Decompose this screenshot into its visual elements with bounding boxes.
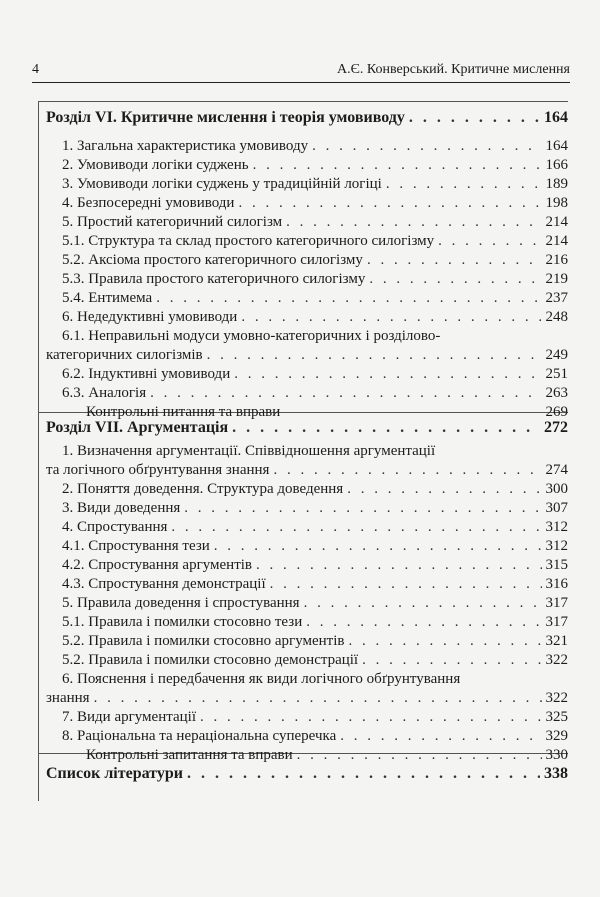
toc-page-number: 321 bbox=[545, 633, 568, 649]
toc-page-number: 219 bbox=[545, 271, 568, 287]
toc-entry-label: 8. Раціональна та нераціональна суперечка bbox=[62, 728, 337, 744]
toc-entry-label: 3. Види доведення bbox=[62, 500, 181, 516]
leader-dots bbox=[207, 346, 542, 364]
toc-section-7[interactable] bbox=[46, 418, 568, 438]
toc-page-number: 269 bbox=[545, 404, 568, 420]
toc-entry[interactable] bbox=[62, 213, 568, 231]
leader-dots bbox=[234, 365, 541, 383]
page-header bbox=[32, 60, 570, 80]
toc-entry[interactable] bbox=[62, 194, 568, 212]
toc-entry-label: 4. Спростування bbox=[62, 519, 168, 535]
toc-entry[interactable] bbox=[62, 594, 568, 612]
leader-dots bbox=[270, 575, 542, 593]
toc-entry-label: 4.3. Спростування демонстрації bbox=[62, 576, 266, 592]
toc-entry-label: 5. Правила доведення і спростування bbox=[62, 595, 300, 611]
toc-page-number: 312 bbox=[545, 519, 568, 535]
leader-dots bbox=[409, 108, 540, 128]
leader-dots bbox=[347, 480, 541, 498]
toc-entry-label: Контрольні питання та вправи bbox=[86, 404, 281, 420]
leader-dots bbox=[369, 270, 541, 288]
toc-bibliography[interactable] bbox=[46, 764, 568, 784]
leader-dots bbox=[348, 632, 541, 650]
toc-page-number: 216 bbox=[545, 252, 568, 268]
toc-entry[interactable] bbox=[62, 575, 568, 593]
leader-dots bbox=[312, 137, 541, 155]
toc-section-title: Розділ VII. Аргументація bbox=[46, 419, 229, 436]
leader-dots bbox=[238, 194, 541, 212]
toc-page-number: 317 bbox=[545, 614, 568, 630]
toc-entry-label: знання bbox=[46, 690, 90, 706]
toc-page-number: 329 bbox=[545, 728, 568, 744]
toc-entry[interactable] bbox=[62, 518, 568, 536]
leader-dots bbox=[150, 384, 541, 402]
toc-page-number: 214 bbox=[545, 214, 568, 230]
toc-entry[interactable] bbox=[62, 232, 568, 250]
toc-entry-label: 5.3. Правила простого категоричного силогізму bbox=[62, 271, 366, 287]
toc-page-number: 338 bbox=[544, 765, 568, 782]
toc-page-number: 325 bbox=[545, 709, 568, 725]
toc-entry-label: Контрольні запитання та вправи bbox=[86, 747, 293, 763]
toc-entry-label: 4.2. Спростування аргументів bbox=[62, 557, 253, 573]
toc-entry-label: 4. Безпосередні умовиводи bbox=[62, 195, 235, 211]
toc-entry[interactable] bbox=[62, 270, 568, 288]
toc-entry-label: 6.3. Аналогія bbox=[62, 385, 147, 401]
toc-entry-label: 2. Поняття доведення. Структура доведення bbox=[62, 481, 344, 497]
toc-entry-line[interactable]: 6.1. Неправильні модуси умовно-категоричних і розділово- bbox=[62, 328, 441, 344]
toc-entry[interactable] bbox=[46, 461, 568, 479]
toc-entry-label: категоричних силогізмів bbox=[46, 347, 203, 363]
toc-entry[interactable] bbox=[62, 499, 568, 517]
leader-dots bbox=[340, 727, 541, 745]
toc-page-number: 166 bbox=[545, 157, 568, 173]
toc-entry-label: 1. Загальна характеристика умовиводу bbox=[62, 138, 309, 154]
toc-entry[interactable] bbox=[62, 365, 568, 383]
toc-page-number: 322 bbox=[545, 652, 568, 668]
toc-entry-label: 3. Умовиводи логіки суджень у традиційній логіці bbox=[62, 176, 382, 192]
leader-dots bbox=[367, 251, 542, 269]
toc-page-number: 274 bbox=[545, 462, 568, 478]
toc-page-number: 248 bbox=[545, 309, 568, 325]
leader-dots bbox=[241, 308, 541, 326]
toc-page-number: 312 bbox=[545, 538, 568, 554]
toc-entry[interactable] bbox=[62, 384, 568, 402]
leader-dots bbox=[214, 537, 542, 555]
toc-entry-line[interactable]: 6. Пояснення і передбачення як види логічного обґрунтування bbox=[62, 671, 461, 687]
toc-entry-line[interactable]: 1. Визначення аргументації. Співвідношення аргументації bbox=[62, 443, 436, 459]
running-title: А.Є. Конверський. Критичне мислення bbox=[337, 62, 570, 77]
toc-entry[interactable] bbox=[62, 537, 568, 555]
leader-dots bbox=[187, 764, 540, 784]
toc-entry-label: 5. Простий категоричний силогізм bbox=[62, 214, 283, 230]
toc-box-left-rule bbox=[38, 101, 39, 801]
toc-entry[interactable] bbox=[62, 632, 568, 650]
toc-page-number: 189 bbox=[545, 176, 568, 192]
leader-dots bbox=[94, 689, 542, 707]
toc-entry-label: 6.2. Індуктивні умовиводи bbox=[62, 366, 231, 382]
leader-dots bbox=[306, 613, 541, 631]
page-number: 4 bbox=[32, 62, 39, 77]
leader-dots bbox=[438, 232, 541, 250]
toc-section-title: Розділ VI. Критичне мислення і теорія умовиводу bbox=[46, 109, 405, 126]
leader-dots bbox=[171, 518, 541, 536]
toc-entry[interactable] bbox=[62, 251, 568, 269]
toc-entry-label: та логічного обґрунтування знання bbox=[46, 462, 270, 478]
leader-dots bbox=[156, 289, 541, 307]
toc-entry-label: 7. Види аргументації bbox=[62, 709, 196, 725]
toc-entry-label: 5.2. Аксіома простого категоричного силогізму bbox=[62, 252, 363, 268]
toc-page-number: 214 bbox=[545, 233, 568, 249]
toc-entry[interactable] bbox=[62, 727, 568, 745]
leader-dots bbox=[286, 213, 541, 231]
toc-entry[interactable] bbox=[62, 289, 568, 307]
toc-entry-label: 5.1. Структура та склад простого категоричного силогізму bbox=[62, 233, 435, 249]
leader-dots bbox=[253, 156, 542, 174]
toc-entry[interactable] bbox=[62, 556, 568, 574]
toc-page-number: 315 bbox=[545, 557, 568, 573]
toc-page-number: 300 bbox=[545, 481, 568, 497]
leader-dots bbox=[256, 556, 541, 574]
leader-dots bbox=[304, 594, 542, 612]
toc-page-number: 263 bbox=[545, 385, 568, 401]
toc-box-top-rule bbox=[38, 101, 568, 102]
toc-page-number: 164 bbox=[545, 138, 568, 154]
toc-page-number: 307 bbox=[545, 500, 568, 516]
toc-entry-label: 5.1. Правила і помилки стосовно тези bbox=[62, 614, 303, 630]
header-rule bbox=[32, 82, 570, 83]
toc-entry[interactable] bbox=[46, 346, 568, 364]
toc-section-title: Список літератури bbox=[46, 765, 183, 782]
leader-dots bbox=[386, 175, 542, 193]
leader-dots bbox=[297, 746, 542, 764]
toc-entry[interactable] bbox=[62, 651, 568, 669]
toc-page-number: 164 bbox=[544, 109, 568, 126]
toc-entry[interactable] bbox=[62, 480, 568, 498]
toc-page-number: 316 bbox=[545, 576, 568, 592]
toc-section-6[interactable] bbox=[46, 108, 568, 128]
leader-dots bbox=[362, 651, 541, 669]
toc-entry-label: 5.4. Ентимема bbox=[62, 290, 153, 306]
leader-dots bbox=[232, 418, 540, 438]
toc-page-number: 272 bbox=[544, 419, 568, 436]
toc-entry-label: 5.2. Правила і помилки стосовно демонстрації bbox=[62, 652, 359, 668]
toc-entry[interactable] bbox=[62, 156, 568, 174]
toc-page-number: 237 bbox=[545, 290, 568, 306]
toc-page-number: 330 bbox=[545, 747, 568, 763]
toc-page-number: 249 bbox=[545, 347, 568, 363]
toc-page-number: 322 bbox=[545, 690, 568, 706]
toc-page-number: 251 bbox=[545, 366, 568, 382]
leader-dots bbox=[200, 708, 542, 726]
toc-entry[interactable] bbox=[62, 613, 568, 631]
toc-page-number: 198 bbox=[545, 195, 568, 211]
toc-entry[interactable] bbox=[62, 137, 568, 155]
toc-entry-label: 5.2. Правила і помилки стосовно аргументів bbox=[62, 633, 345, 649]
toc-entry[interactable] bbox=[86, 746, 568, 764]
toc-entry[interactable] bbox=[62, 308, 568, 326]
toc-entry-label: 6. Недедуктивні умовиводи bbox=[62, 309, 238, 325]
toc-entry[interactable] bbox=[46, 689, 568, 707]
toc-entry[interactable] bbox=[62, 175, 568, 193]
toc-page-number: 317 bbox=[545, 595, 568, 611]
toc-entry-label: 2. Умовиводи логіки суджень bbox=[62, 157, 249, 173]
leader-dots bbox=[273, 461, 541, 479]
leader-dots bbox=[184, 499, 541, 517]
toc-entry-label: 4.1. Спростування тези bbox=[62, 538, 210, 554]
toc-entry[interactable] bbox=[62, 708, 568, 726]
